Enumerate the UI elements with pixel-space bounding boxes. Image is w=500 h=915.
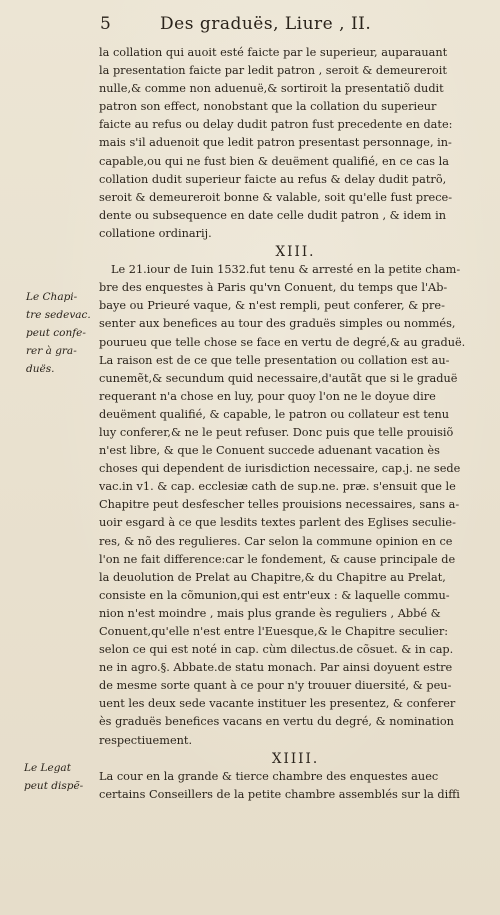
text-line: de mesme sorte quant à ce pour n'y trouuer diuersité, & peu-	[99, 679, 452, 693]
text-line: choses qui dependent de iurisdiction necessaire, cap.j. ne sede	[99, 462, 461, 476]
text-line: La cour en la grande & tierce chambre des enquestes auec	[99, 769, 439, 783]
margin-note-chapitre	[26, 288, 91, 378]
text-line: pourueu que telle chose se face en vertu de degré,& au graduë.	[99, 335, 466, 349]
margin-note-line: Le Legat	[24, 762, 71, 774]
text-line: nulle,& comme non aduenuë,& sortiroit la presentatiõ dudit	[99, 82, 444, 96]
section-heading: XIII.	[275, 244, 316, 261]
body-text	[99, 44, 492, 804]
page-number: 5	[100, 14, 112, 34]
text-line: uoir esgard à ce que lesdits textes parlent des Eglises seculie-	[99, 516, 456, 530]
text-line: senter aux benefices au tour des graduës simples ou nommés,	[99, 317, 456, 331]
text-line: faicte au refus ou delay dudit patron fust precedente en date:	[99, 118, 453, 132]
text-line: mais s'il aduenoit que ledit patron presentast personnage, in-	[99, 136, 452, 150]
text-line: seroit & demeureroit bonne & valable, soit qu'elle fust prece-	[99, 190, 453, 204]
text-line: certains Conseillers de la petite chambre assemblés sur la diffi	[99, 787, 460, 801]
text-line: collation dudit superieur faicte au refus & delay dudit patrõ,	[99, 172, 447, 186]
text-line: selon ce qui est noté in cap. cùm dilectus.de cõsuet. & in cap.	[99, 643, 454, 657]
text-line: capable,ou qui ne fust bien & deuëment qualifié, en ce cas la	[99, 154, 450, 168]
margin-note-line: rer à gra-	[26, 345, 77, 358]
text-line: luy conferer,& ne le peut refuser. Donc puis que telle prouisiõ	[99, 425, 454, 439]
text-line: bre des enquestes à Paris qu'vn Conuent, du temps que l'Ab-	[99, 281, 448, 295]
text-line: Le 21.iour de Iuin 1532.fut tenu & arresté en la petite cham-	[111, 263, 461, 277]
margin-note-line: peut dispẽ-	[24, 780, 84, 793]
section-heading: XIIII.	[271, 750, 320, 767]
text-line: res, & nõ des regulieres. Car selon la commune opinion en ce	[99, 534, 453, 548]
text-line: uent les deux sede vacante instituer les presentez, & conferer	[99, 697, 456, 711]
text-line: La raison est de ce que telle presentation ou collation est au-	[99, 353, 450, 367]
text-line: consiste en la cõmunion,qui est entr'eux : & laquelle commu-	[99, 588, 450, 602]
text-line: Conuent,qu'elle n'est entre l'Euesque,& le Chapitre seculier:	[99, 625, 449, 638]
text-line: requerant n'a chose en luy, pour quoy l'on ne le doyue dire	[99, 389, 436, 403]
text-line: l'on ne fait difference:car le fondement, & cause principale de	[99, 552, 456, 566]
running-title: Des graduës, Liure , II.	[160, 14, 372, 34]
text-line: la deuolution de Prelat au Chapitre,& du Chapitre au Prelat,	[99, 570, 446, 584]
text-line: respectiuement.	[99, 733, 193, 747]
text-line: nion n'est moindre , mais plus grande ès reguliers , Abbé &	[99, 606, 441, 620]
text-line: dente ou subsequence en date celle dudit patron , & idem in	[99, 208, 446, 222]
text-line: ès graduës benefices vacans en vertu du degré, & nomination	[99, 715, 454, 729]
text-line: collatione ordinarij.	[99, 226, 212, 240]
text-line: deuëment qualifié, & capable, le patron ou collateur est tenu	[99, 407, 450, 421]
text-line: baye ou Prieuré vaque, & n'est rempli, peut conferer, & pre-	[99, 299, 445, 313]
running-head	[100, 14, 480, 40]
margin-note-line: peut confe-	[26, 327, 86, 340]
text-line: cunemẽt,& secundum quid necessaire,d'autãt que si le graduë	[99, 371, 458, 385]
text-line: vac.in v1. & cap. ecclesiæ cath de sup.ne. præ. s'ensuit que le	[99, 480, 456, 494]
margin-note-line: duës.	[26, 363, 55, 376]
text-line: ne in agro.§. Abbate.de statu monach. Par ainsi doyuent estre	[99, 661, 453, 675]
text-line: Chapitre peut desfescher telles prouisions necessaires, sans a-	[99, 498, 460, 512]
margin-note-line: tre sedevac.	[26, 309, 91, 322]
text-line: la collation qui auoit esté faicte par le superieur, auparauant	[99, 46, 448, 59]
margin-note-line: Le Chapi-	[26, 291, 78, 303]
text-line: la presentation faicte par ledit patron , seroit & demeureroit	[99, 64, 447, 78]
text-line: n'est libre, & que le Conuent succede aduenant vacation ès	[99, 444, 440, 458]
margin-note-legat	[24, 759, 83, 795]
text-line: patron son effect, nonobstant que la collation du superieur	[99, 100, 437, 114]
